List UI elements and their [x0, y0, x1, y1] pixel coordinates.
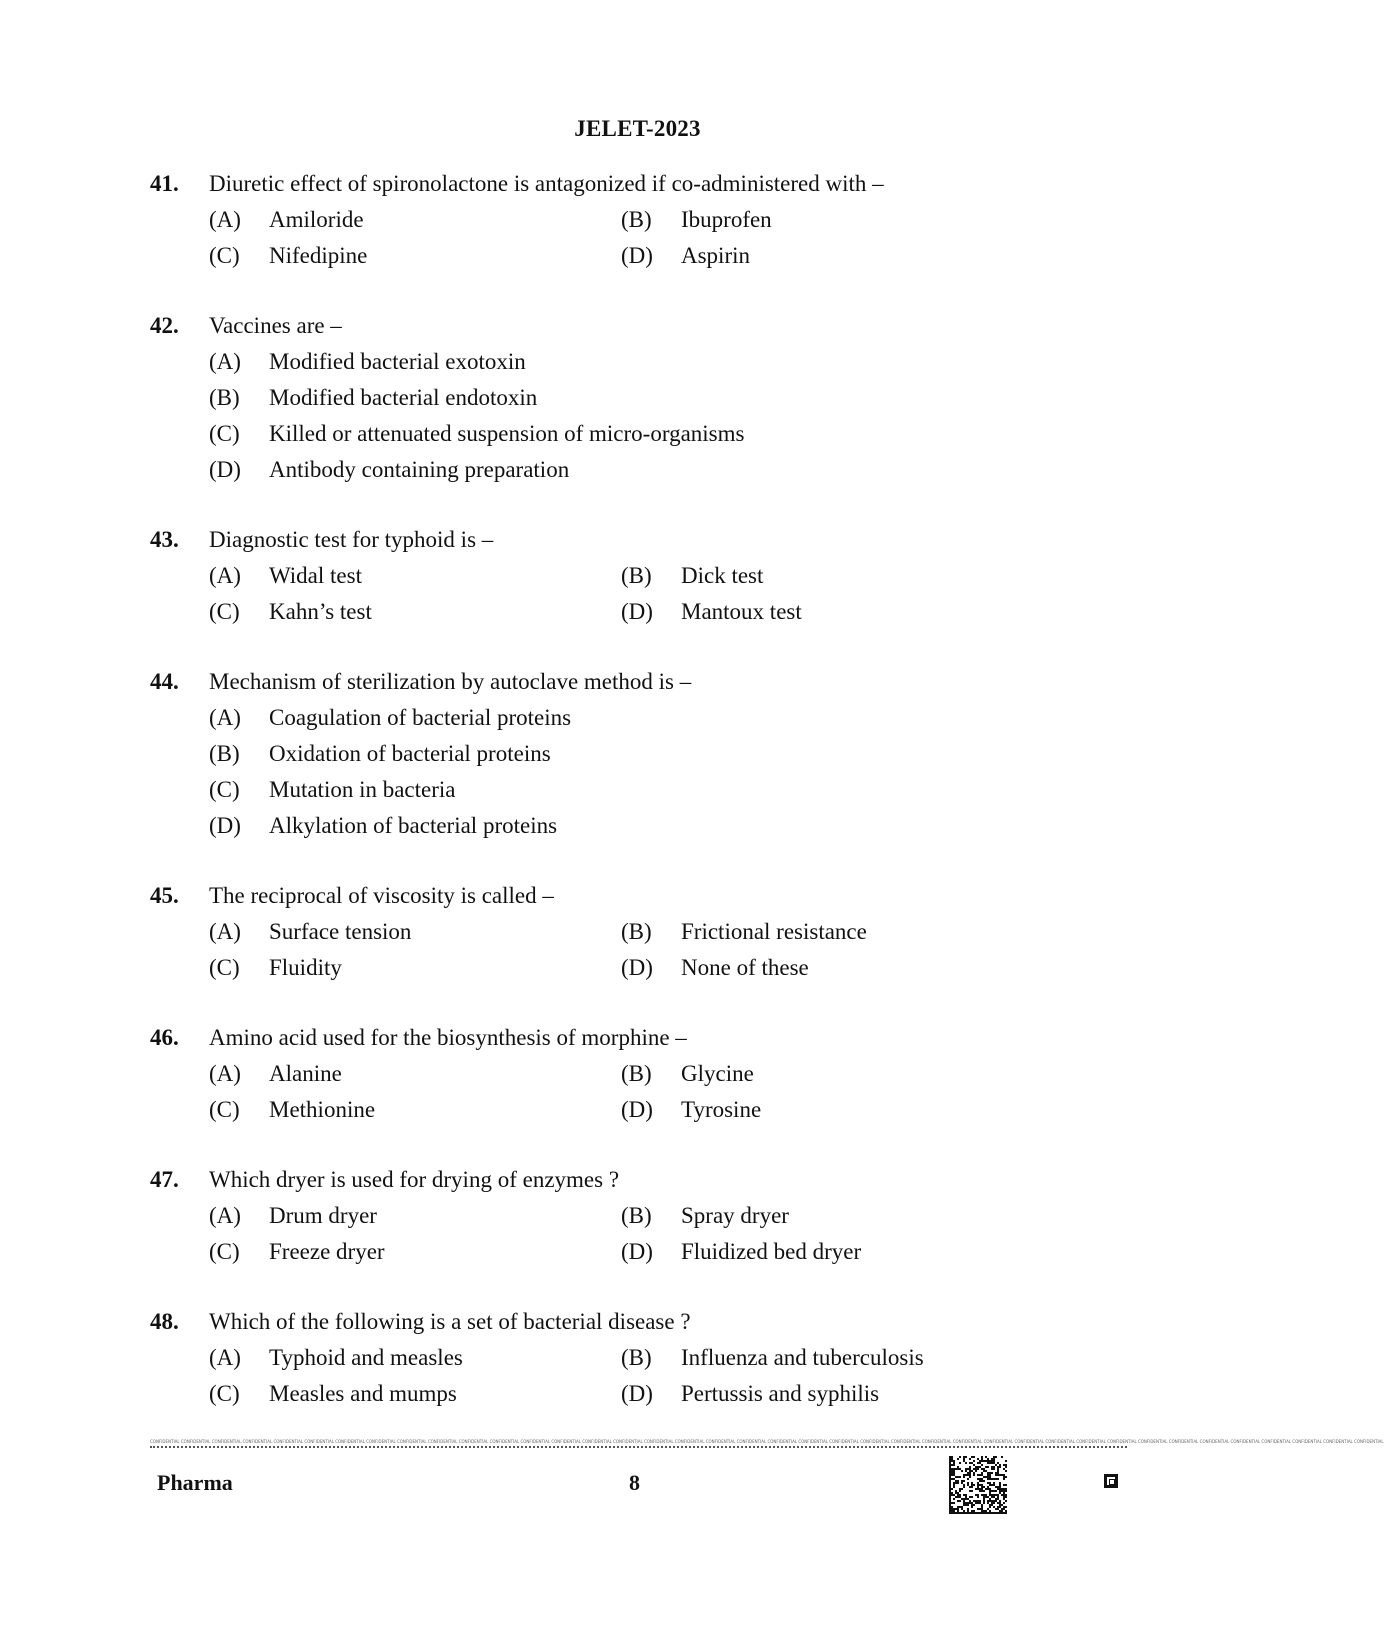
option-a: [209, 914, 411, 950]
option-row: [0, 914, 1275, 950]
option-letter: (D): [621, 1381, 653, 1406]
option-text: Kahn’s test: [269, 599, 372, 624]
qr-code-icon: [949, 1456, 1007, 1514]
option-text: Fluidity: [269, 955, 342, 980]
option-a: [209, 202, 364, 238]
option-text: Oxidation of bacterial proteins: [269, 741, 551, 766]
question-number: 44.: [150, 669, 179, 694]
question-stem: [0, 878, 1275, 914]
option-text: Coagulation of bacterial proteins: [269, 705, 572, 730]
option-letter: (C): [209, 1097, 240, 1122]
question-text: Which dryer is used for drying of enzymes ?: [209, 1167, 620, 1192]
option-row: [0, 736, 1275, 772]
option-text: Mutation in bacteria: [269, 777, 456, 802]
question-stem: [0, 1162, 1275, 1198]
option-a: [209, 1056, 342, 1092]
option-b: [621, 1340, 924, 1376]
option-row: [0, 452, 1275, 488]
option-a: [209, 558, 362, 594]
question-stem: [0, 522, 1275, 558]
option-d: [621, 1092, 761, 1128]
question-stem: [0, 1020, 1275, 1056]
option-b: [209, 736, 551, 772]
option-text: Dick test: [681, 563, 764, 588]
option-letter: (C): [209, 777, 240, 802]
question-stem: [0, 166, 1275, 202]
question-44: [0, 664, 1275, 844]
question-46: [0, 1020, 1275, 1128]
option-text: Modified bacterial endotoxin: [269, 385, 538, 410]
option-b: [209, 380, 537, 416]
option-letter: (C): [209, 243, 240, 268]
option-letter: (B): [621, 919, 652, 944]
option-d: [209, 808, 557, 844]
option-row: [0, 1234, 1275, 1270]
question-list: [0, 166, 1384, 1446]
option-row: [0, 700, 1275, 736]
option-text: Freeze dryer: [269, 1239, 385, 1264]
option-row: [0, 808, 1275, 844]
option-letter: (B): [621, 1345, 652, 1370]
question-number: 48.: [150, 1309, 179, 1334]
option-text: Spray dryer: [681, 1203, 789, 1228]
footer-subject: Pharma: [157, 1470, 233, 1495]
option-text: Drum dryer: [269, 1203, 377, 1228]
option-c: [209, 594, 372, 630]
option-letter: (A): [209, 349, 241, 374]
question-text: Amino acid used for the biosynthesis of morphine –: [209, 1025, 687, 1050]
option-text: Killed or attenuated suspension of micro-organisms: [269, 421, 745, 446]
option-c: [209, 772, 456, 808]
option-d: [209, 452, 569, 488]
option-letter: (B): [621, 207, 652, 232]
option-letter: (A): [209, 1061, 241, 1086]
option-letter: (A): [209, 207, 241, 232]
option-letter: (D): [621, 1097, 653, 1122]
option-letter: (C): [209, 421, 240, 446]
option-b: [621, 558, 763, 594]
question-text: Diuretic effect of spironolactone is antagonized if co-administered with –: [209, 171, 884, 196]
option-letter: (A): [209, 563, 241, 588]
option-text: Methionine: [269, 1097, 376, 1122]
question-stem: [0, 1304, 1275, 1340]
option-text: Alanine: [269, 1061, 342, 1086]
question-text: Mechanism of sterilization by autoclave method is –: [209, 669, 692, 694]
question-stem: [0, 308, 1275, 344]
option-text: Modified bacterial exotoxin: [269, 349, 526, 374]
option-a: [209, 1340, 463, 1376]
option-b: [621, 202, 772, 238]
option-row: [0, 772, 1275, 808]
option-letter: (D): [621, 1239, 653, 1264]
option-row: [0, 416, 1275, 452]
option-text: None of these: [681, 955, 809, 980]
option-row: [0, 238, 1275, 274]
option-text: Ibuprofen: [681, 207, 772, 232]
option-d: [621, 950, 809, 986]
question-text: The reciprocal of viscosity is called –: [209, 883, 554, 908]
option-letter: (A): [209, 705, 241, 730]
option-b: [621, 914, 867, 950]
option-letter: (B): [621, 1203, 652, 1228]
option-c: [209, 1376, 457, 1412]
option-text: Frictional resistance: [681, 919, 867, 944]
option-letter: (D): [621, 955, 653, 980]
question-text: Diagnostic test for typhoid is –: [209, 527, 494, 552]
option-a: [209, 1198, 377, 1234]
option-text: Fluidized bed dryer: [681, 1239, 862, 1264]
option-text: Mantoux test: [681, 599, 802, 624]
option-row: [0, 1092, 1275, 1128]
question-number: 42.: [150, 313, 179, 338]
square-marker-icon: [1104, 1474, 1118, 1488]
question-42: [0, 308, 1275, 488]
option-letter: (B): [621, 563, 652, 588]
question-number: 47.: [150, 1167, 179, 1192]
option-letter: (A): [209, 1203, 241, 1228]
option-letter: (B): [621, 1061, 652, 1086]
option-d: [621, 594, 802, 630]
option-text: Measles and mumps: [269, 1381, 457, 1406]
option-text: Widal test: [269, 563, 362, 588]
option-b: [621, 1056, 754, 1092]
option-c: [209, 1092, 375, 1128]
option-row: [0, 1340, 1275, 1376]
option-text: Surface tension: [269, 919, 412, 944]
question-number: 46.: [150, 1025, 179, 1050]
option-letter: (D): [621, 599, 653, 624]
option-letter: (D): [209, 813, 241, 838]
question-stem: [0, 664, 1275, 700]
question-47: [0, 1162, 1275, 1270]
option-letter: (C): [209, 955, 240, 980]
question-48: [0, 1304, 1275, 1412]
footer-divider: [150, 1446, 1127, 1448]
option-text: Typhoid and measles: [269, 1345, 463, 1370]
option-row: [0, 1056, 1275, 1092]
question-number: 45.: [150, 883, 179, 908]
option-letter: (C): [209, 1239, 240, 1264]
option-text: Antibody containing preparation: [269, 457, 570, 482]
option-c: [209, 238, 367, 274]
option-letter: (A): [209, 919, 241, 944]
option-row: [0, 380, 1275, 416]
page-title: JELET-2023: [574, 116, 701, 141]
option-letter: (C): [209, 1381, 240, 1406]
option-text: Influenza and tuberculosis: [681, 1345, 924, 1370]
option-letter: (B): [209, 385, 240, 410]
option-c: [209, 1234, 385, 1270]
option-row: [0, 1198, 1275, 1234]
option-d: [621, 238, 750, 274]
option-text: Aspirin: [681, 243, 750, 268]
option-row: [0, 950, 1275, 986]
option-d: [621, 1376, 879, 1412]
footer-confidential-rule: CONFIDENTIAL CONFIDENTIAL CONFIDENTIAL CONFIDENTIAL CONFIDENTIAL CONFIDENTIAL CONFIDENTIAL CONFIDENTIAL CONFIDENTIAL CONFIDENTIAL CONFIDENTIAL CONFIDENTIAL CONFIDENTIAL CONFIDENTIAL CONFIDENTIAL CONFIDENTIAL CONFIDENTIAL CONFIDENTIAL CONFIDENTIAL CONFIDENTIAL CONFIDENTIAL CONFIDENTIAL CONFIDENTIAL CONFIDENTIAL CONFIDENTIAL CONFIDENTIAL CONFIDENTIAL CONFIDENTIAL CONFIDENTIAL CONFIDENTIAL CONFIDENTIAL CONFIDENTIAL CONFIDENTIAL CONFIDENTIAL CONFIDENTIAL CONFIDENTIAL CONFIDENTIAL CONFIDENTIAL CONFIDENTIAL CONFIDENTIAL: [150, 1439, 1384, 1444]
question-43: [0, 522, 1275, 630]
option-text: Glycine: [681, 1061, 754, 1086]
option-a: [209, 344, 526, 380]
option-letter: (B): [209, 741, 240, 766]
option-a: [209, 700, 571, 736]
option-text: Alkylation of bacterial proteins: [269, 813, 558, 838]
option-letter: (C): [209, 599, 240, 624]
question-text: Vaccines are –: [209, 313, 342, 338]
option-letter: (A): [209, 1345, 241, 1370]
option-letter: (D): [621, 243, 653, 268]
option-text: Nifedipine: [269, 243, 368, 268]
option-b: [621, 1198, 789, 1234]
question-text: Which of the following is a set of bacterial disease ?: [209, 1309, 691, 1334]
option-text: Tyrosine: [681, 1097, 762, 1122]
question-number: 41.: [150, 171, 179, 196]
option-row: [0, 558, 1275, 594]
question-45: [0, 878, 1275, 986]
option-row: [0, 1376, 1275, 1412]
option-c: [209, 950, 342, 986]
question-number: 43.: [150, 527, 179, 552]
option-text: Amiloride: [269, 207, 364, 232]
option-row: [0, 344, 1275, 380]
option-letter: (D): [209, 457, 241, 482]
option-d: [621, 1234, 861, 1270]
option-text: Pertussis and syphilis: [681, 1381, 880, 1406]
footer-page-number: 8: [629, 1470, 640, 1495]
option-row: [0, 202, 1275, 238]
option-c: [209, 416, 744, 452]
option-row: [0, 594, 1275, 630]
question-41: [0, 166, 1275, 274]
